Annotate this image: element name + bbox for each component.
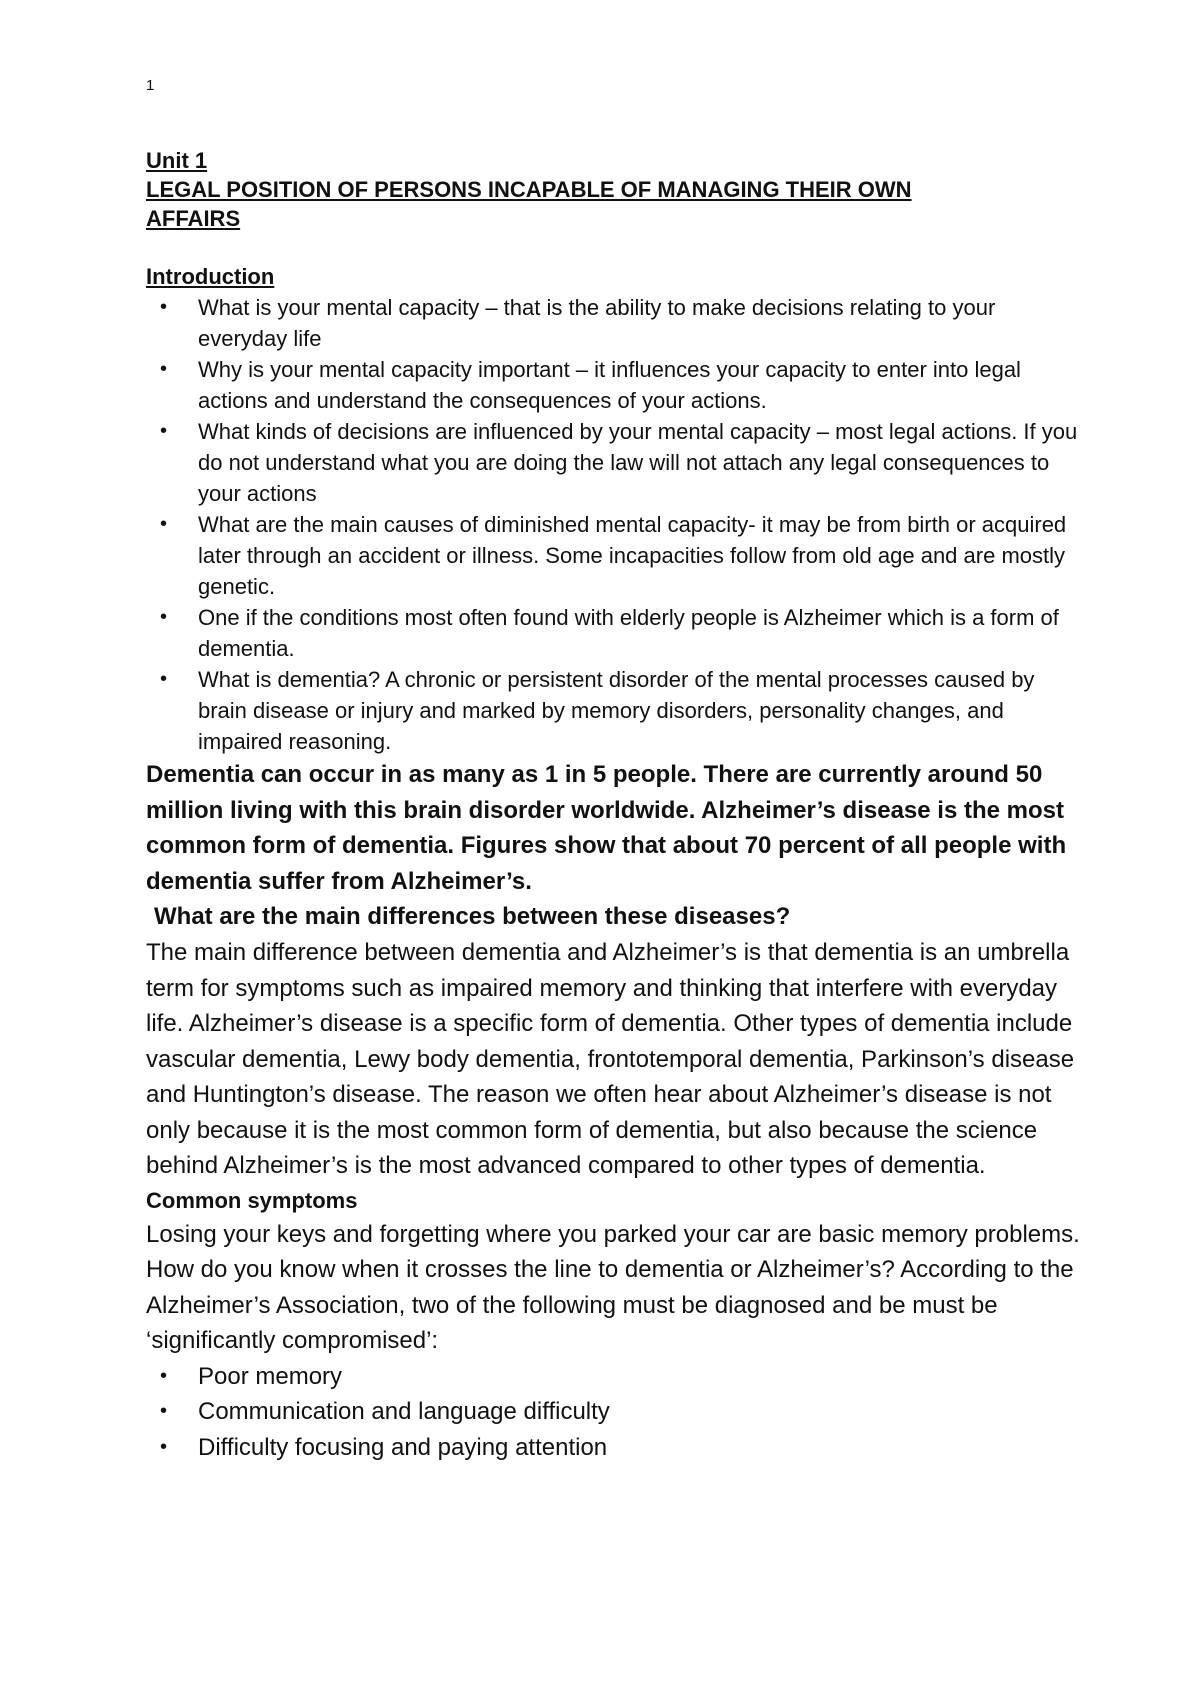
bullet-icon: •: [160, 1400, 168, 1422]
bullet-icon: •: [160, 606, 168, 628]
statistics-paragraph: Dementia can occur in as many as 1 in 5 people. There are currently around 50 million living with this brain disorder worldwide. Alzheimer’s disease is the most common form of dementia. Figures show that about 70 percent of all people with dementia suffer from Alzheimer’s.: [146, 761, 1067, 895]
list-item-text: Poor memory: [198, 1362, 343, 1390]
differences-heading: What are the main differences between these diseases?: [154, 903, 791, 930]
bullet-icon: •: [160, 513, 168, 535]
list-item: [146, 354, 1086, 416]
document-title-line-1: LEGAL POSITION OF PERSONS INCAPABLE OF MANAGING THEIR OWN: [146, 177, 912, 202]
introduction-heading: Introduction: [146, 264, 275, 289]
list-item: [146, 509, 1086, 602]
list-item: [146, 416, 1086, 509]
list-item: [146, 1430, 1086, 1466]
list-item: [146, 602, 1086, 664]
list-item-text: What kinds of decisions are influenced by your mental capacity – most legal actions. If you do not understand what you are doing the law will not attach any legal consequences to your actions: [198, 419, 1078, 506]
page-number: 1: [146, 77, 155, 94]
list-item-text: What is your mental capacity – that is the ability to make decisions relating to your everyday life: [198, 295, 996, 351]
list-item-text: Why is your mental capacity important – it influences your capacity to enter into legal actions and understand the consequences of your actions.: [198, 357, 1021, 413]
list-item: [146, 1359, 1086, 1395]
symptoms-list: [146, 1359, 1086, 1466]
introduction-list: [146, 292, 1086, 757]
document-content: [146, 146, 1086, 1465]
symptoms-heading: Common symptoms: [146, 1187, 358, 1213]
bullet-icon: •: [160, 668, 168, 690]
document-title: [146, 175, 1086, 233]
bullet-icon: •: [160, 1435, 168, 1458]
list-item: [146, 1394, 1086, 1430]
unit-heading: Unit 1: [146, 148, 208, 173]
list-item: [146, 292, 1086, 354]
list-item-text: One if the conditions most often found with elderly people is Alzheimer which is a form of dementia.: [198, 605, 1059, 661]
list-item-text: Communication and language difficulty: [198, 1398, 610, 1425]
bullet-icon: •: [160, 420, 168, 442]
list-item-text: What is dementia? A chronic or persistent disorder of the mental processes caused by brain disease or injury and marked by memory disorders, personality changes, and impaired reasoning.: [198, 667, 1035, 754]
differences-paragraph: The main difference between dementia and Alzheimer’s is that dementia is an umbrella term for symptoms such as impaired memory and thinking that interfere with everyday life. Alzheimer’s disease is a specific form of dementia. Other types of dementia include vascular dementia, Lewy body dementia, frontotemporal dementia, Parkinson’s disease and Huntington’s disease. The reason we often hear about Alzheimer’s disease is not only because it is the most common form of dementia, but also because the science behind Alzheimer’s is the most advanced compared to other types of dementia.: [146, 939, 1075, 1179]
spacer: [146, 233, 1086, 262]
document-title-line-2: AFFAIRS: [146, 206, 241, 231]
bullet-icon: •: [160, 296, 168, 318]
list-item: [146, 664, 1086, 757]
list-item-text: What are the main causes of diminished mental capacity- it may be from birth or acquired later through an accident or illness. Some incapacities follow from old age and are mostly genetic.: [198, 512, 1067, 599]
bullet-icon: •: [160, 358, 168, 380]
list-item-text: Difficulty focusing and paying attention: [198, 1433, 608, 1461]
symptoms-paragraph: Losing your keys and forgetting where you parked your car are basic memory problems. How do you know when it crosses the line to dementia or Alzheimer’s? According to the Alzheimer’s Association, two of the following must be diagnosed and be must be ‘significantly compromised’:: [146, 1220, 1080, 1354]
bullet-icon: •: [160, 1364, 168, 1387]
